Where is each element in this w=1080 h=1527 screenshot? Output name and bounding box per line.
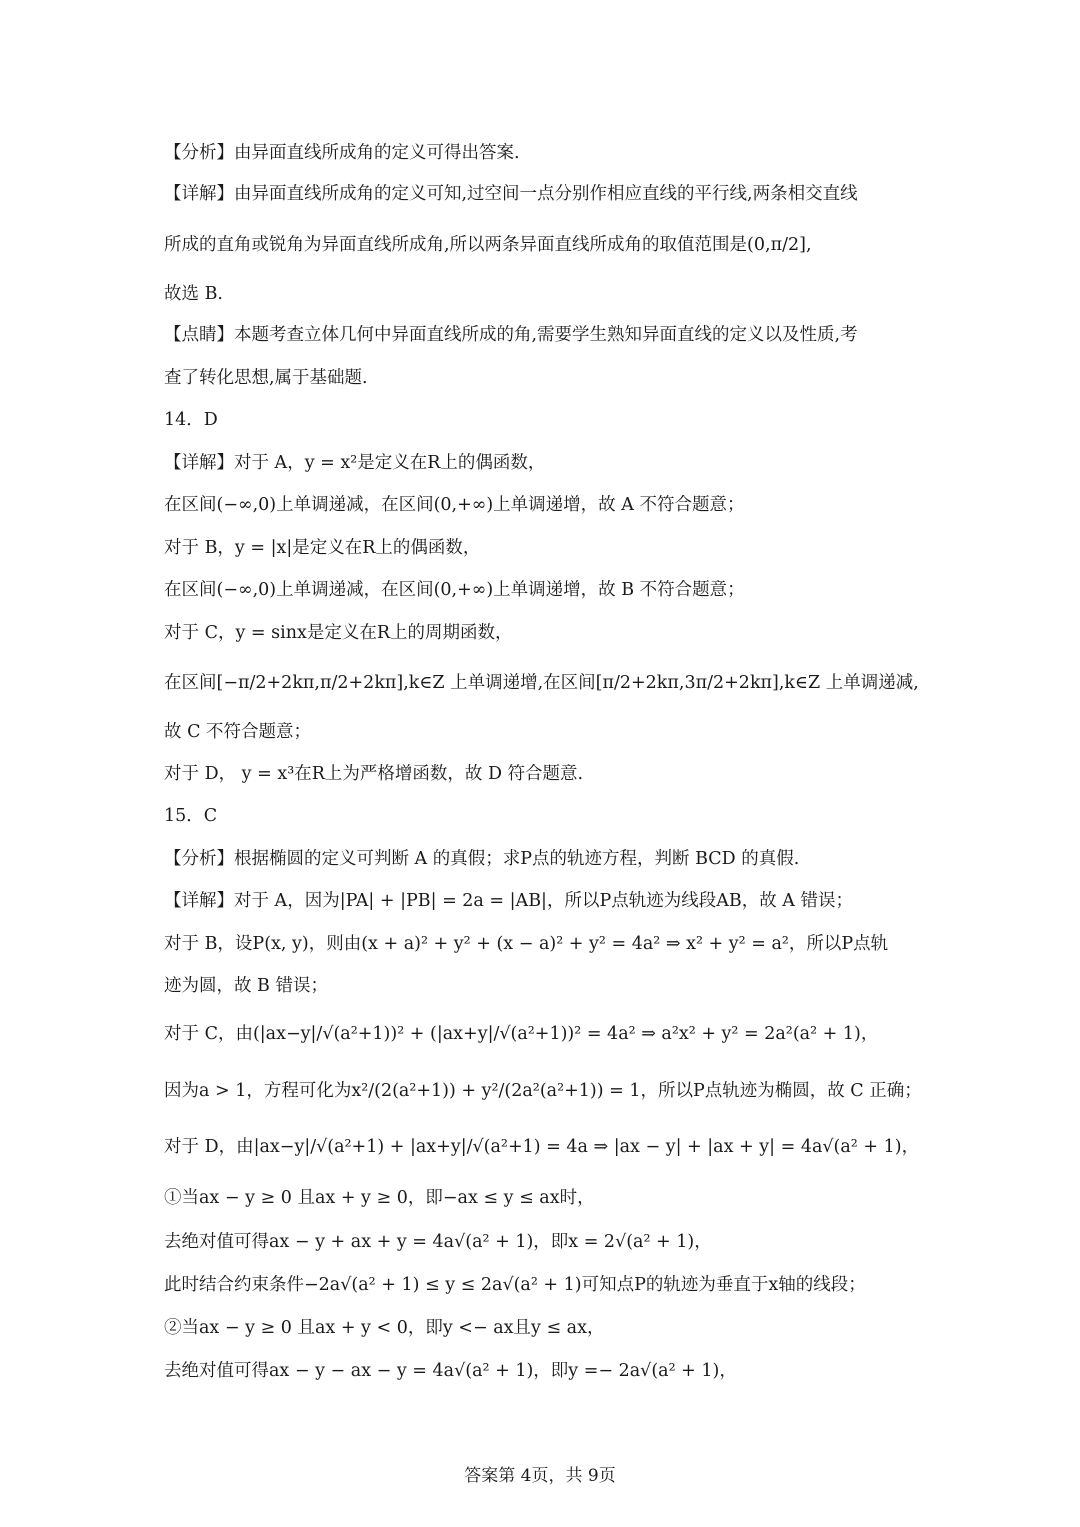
- text-line: 【详解】由异面直线所成角的定义可知,过空间一点分别作相应直线的平行线,两条相交直线: [164, 184, 858, 204]
- text-line: ②当ax − y ≥ 0 且ax + y < 0，即y <− ax且y ≤ ax，: [164, 1318, 605, 1338]
- text-line: 去绝对值可得ax − y − ax − y = 4a√(a² + 1)，即y =− 2a√(a² + 1)，: [164, 1361, 737, 1381]
- text-line: 因为a > 1，方程可化为x²/(2(a²+1)) + y²/(2a²(a²+1)) = 1，所以P点轨迹为椭圆，故 C 正确；: [164, 1081, 922, 1101]
- text-line: 在区间(−∞,0)上单调递减，在区间(0,+∞)上单调递增，故 B 不符合题意；: [164, 580, 745, 600]
- text-line: 对于 B，设P(x, y)，则由(x + a)² + y² + (x − a)² + y² = 4a² ⇒ x² + y² = a²，所以P点轨: [164, 934, 889, 954]
- question-number: 15．C: [164, 806, 218, 826]
- text-line: ①当ax − y ≥ 0 且ax + y ≥ 0，即−ax ≤ y ≤ ax时，: [164, 1188, 595, 1208]
- text-line: 在区间[−π/2+2kπ,π/2+2kπ],k∈Z 上单调递增,在区间[π/2+2kπ,3π/2+2kπ],k∈Z 上单调递减,: [164, 673, 919, 693]
- text-line: 此时结合约束条件−2a√(a² + 1) ≤ y ≤ 2a√(a² + 1)可知点P的轨迹为垂直于x轴的线段；: [164, 1275, 866, 1295]
- text-line: 故选 B.: [164, 284, 223, 304]
- text-line: 去绝对值可得ax − y + ax + y = 4a√(a² + 1)，即x = 2√(a² + 1)，: [164, 1232, 712, 1252]
- text-line: 对于 D， y = x³在R上为严格增函数，故 D 符合题意.: [164, 764, 584, 784]
- text-line: 故 C 不符合题意；: [164, 722, 312, 742]
- text-line: 对于 B，y = |x|是定义在R上的偶函数，: [164, 538, 481, 558]
- text-line: 所成的直角或锐角为异面直线所成角,所以两条异面直线所成角的取值范围是(0,π/2],: [164, 235, 812, 255]
- text-line: 在区间(−∞,0)上单调递减，在区间(0,+∞)上单调递增，故 A 不符合题意；: [164, 495, 745, 515]
- text-line: 对于 C，由(|ax−y|/√(a²+1))² + (|ax+y|/√(a²+1))² = 4a² ⇒ a²x² + y² = 2a²(a² + 1)，: [164, 1024, 879, 1044]
- question-number: 14．D: [164, 410, 218, 430]
- text-line: 【详解】对于 A，y = x²是定义在R上的偶函数，: [164, 453, 546, 473]
- text-line: 查了转化思想,属于基础题.: [164, 368, 368, 388]
- text-line: 【详解】对于 A，因为|PA| + |PB| = 2a = |AB|，所以P点轨迹为线段AB，故 A 错误；: [164, 891, 853, 911]
- text-line: 对于 C，y = sinx是定义在R上的周期函数，: [164, 623, 513, 643]
- text-line: 迹为圆，故 B 错误；: [164, 976, 328, 996]
- text-line: 对于 D，由|ax−y|/√(a²+1) + |ax+y|/√(a²+1) = 4a ⇒ |ax − y| + |ax + y| = 4a√(a² + 1)，: [164, 1137, 920, 1157]
- page-footer: 答案第 4页，共 9页: [464, 1466, 616, 1486]
- text-line: 【点睛】本题考查立体几何中异面直线所成的角,需要学生熟知异面直线的定义以及性质,考: [164, 325, 858, 345]
- text-line: 【分析】由异面直线所成角的定义可得出答案.: [164, 143, 520, 163]
- text-line: 【分析】根据椭圆的定义可判断 A 的真假；求P点的轨迹方程，判断 BCD 的真假.: [164, 849, 800, 869]
